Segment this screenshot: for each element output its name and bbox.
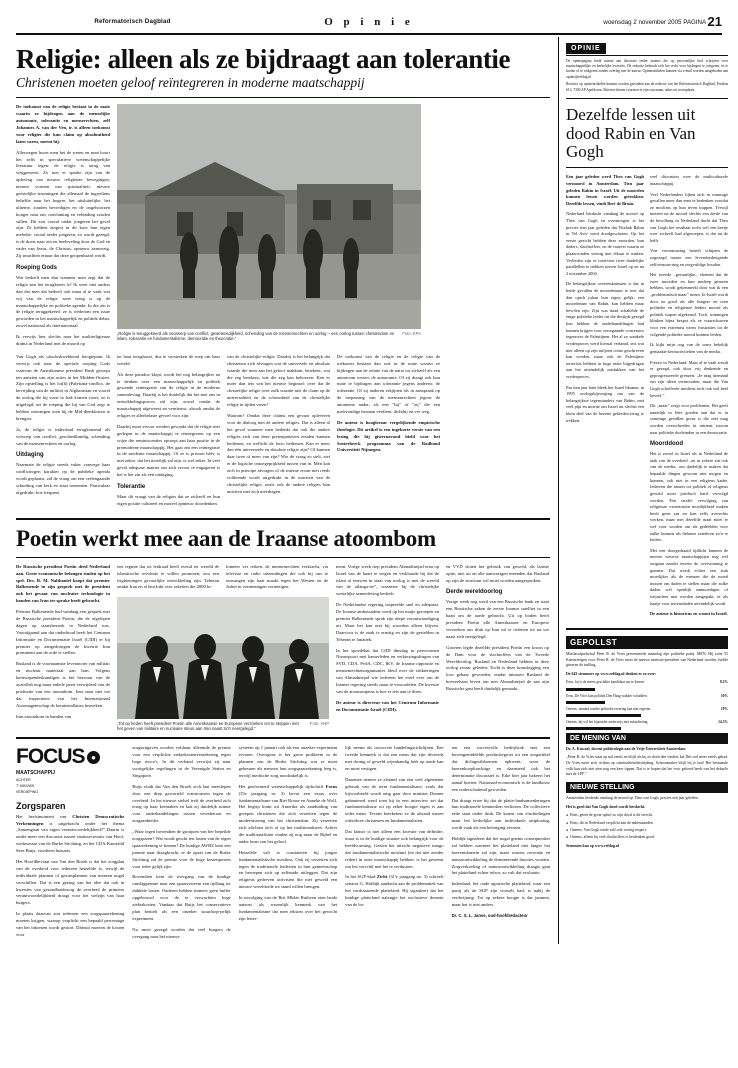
- paragraph: Naarmate de religie steeds vaker vanwege haar conflictrogen karakter op de publieke agenda wordt geplaatst, zal de vraag om een verlengaande schuiding van kerk en staat toenemen. Particulaar afgedrukt: hoe frequent: [16, 462, 110, 495]
- paragraph: lijk neemt als oncocrete handelingsrichtlijnen. Een tweede kenmerk is dat een mens dat zijn decreeds met dwang of geweld wijenhandig héér op aarde kan en moet vestigen.: [345, 745, 444, 771]
- story1-col-4: [227, 354, 330, 512]
- opinie-info-text-2: Reacties op opinieartikelen kunnen worden gezonden aan de redactie van het Reformatorisch Dagblad, Postbus 613, 7300 AP Apeldoorn. Brieven dienen voorzien te zijn van naam, adres en woonplaats.: [566, 82, 728, 92]
- paragraph: Allerwegen hoort men het de weten en men hoort het zelfs in speculatieve wetenschappelijke literatuur tegen: de religie is terug van weggeweest. Zo non er sprake zijn van de opleving van nieuwe religieuze bewegingen, nieuwe vormen van spiritualiteit, nieuwe geestelijke stromingen die allemaal de ingrediens behelfte naar het hogere, het uitsluitelijke, het ultieme, zouden bevredigen en de ongehoorzen honger naar zin, ontvlaming en vebinding zouden stillen. Dit zou vooral onder jongeren het geval zijn. Ze hebben zingest in dit koor hun eigen melodie: vooral onder jongeren, zo wordt gezegd, is de doest naar zin en beeleveling door de God en vader van Jezus, de Christus, opnieuw aanwezig. Zij smachten ernaar dat deze geopenbaard wordt.: [16, 149, 110, 259]
- paragraph: Iran atoombom in handen van: [16, 713, 72, 719]
- nieuwe-stelling-options[interactable]: [566, 813, 728, 841]
- stelling-option[interactable]: ● Eens, dit in Nederland verplicht aan de nabestaanden.: [566, 821, 728, 827]
- mening-person: Dr. A. Kuwael, docent politicologie aan de Vrije Universiteit Amsterdam: [566, 746, 686, 751]
- right-story-col-1: [566, 174, 644, 622]
- divider: [16, 97, 550, 98]
- nieuwe-stelling-statement: Het is goed dat Van Gogh dood wordt herdacht.: [566, 804, 646, 809]
- paragraph: Gisteren legde dezelfde president Poetin een kroon op de Dam voor de slachtoffers van de Tweede Wereldoorlog. Rusland en Nederland hebben in deze oorlog zwaar geleden. Tocht is deze kranslegging een loos gebaar geworden, omdat intussen Rusland de hoeveelsten levert om met Ahmadinejad de aan zijn Russische gast heeft duidelijk gemaakt.: [446, 644, 549, 692]
- focus-col-d: [345, 745, 443, 944]
- stelling-option[interactable]: ● Oneens, alleen bij veel slachtoffers is herdenken goed.: [566, 835, 728, 841]
- story1-author-note: De auteur is hoogleraar vergelijkende empirische theologie. Dit artikel is een ingekorte versie van een lezing die hij gisternavond hield voor het Soeterbeeck programma van de Radboud Universiteit Nijmegen.: [337, 419, 440, 453]
- poll-option-pct: 8.2%: [719, 680, 728, 685]
- story2-author-note: De auteur is directeur van het Centrum Informatie en Documentatie Israël (CIDI).: [336, 699, 439, 712]
- poll-option-label: Oneens, hij wil het bijzonder onderwijs met subsidiering.: [566, 719, 649, 724]
- main-column: [16, 37, 550, 944]
- mening-quote: „Peter R. de Vries staat op nul zetels en blijft als bij zo doen den vinden, kal Dtit wel meer zetels gehad. De Vries moet zich richten op criminaliteitsbestrijding. Schoonmaker blijft hij je laat! Het bestaande volk kan zich niet zien nog een keer tippen. Dat is te hopen dat het voor geloerd heeft van het debacle met de LPF.”: [566, 755, 728, 777]
- paragraph: Daarbij moet ervoor worden gewaakt dat de religie niet gedegen in de maatschappij te reintegreren op een wijze die reminiscenties oproept aan haar positie in de premoderne maatschappij. Het gaat om een reintegratie in de moderne maatschappij. Of ze is prisoon héér, is niet zeker: dat het moeilijk zal zijn, is wel zeker. In veel geval adequate manier om zich ervoor te engageren is het is het zin als een uitdaging.: [117, 423, 220, 478]
- paragraph: Vorige week nog werd van een Russische bank en staat een Russische zaken de eerste Iraanse satelliet in een baan om de aarde gebracht. Uit op boden heeft president Poetin alle Amerikaanse en Europese verzoeken om druk op Iran uit te oefenen tot nu toe naast zich neergelegd.: [446, 599, 549, 639]
- right-column: [558, 37, 728, 944]
- paragraph: ment. Vorige week riep president Ahmadinejad erna op Israel van de kaart te wegen en verklaarde hij dat de islam al eeuwen in staat van oorlog is met de wereld van de atlanga-tie”, waarmee hij de christelijke westelijke samenleving bedoelt.: [336, 563, 439, 597]
- focus-col-e: [452, 745, 550, 944]
- gepollst-intro: Minilasafparlschal Peter R. de Vries presenteerde maandag zijn politieke partij. MEN: Hij zicht 55 Kamerzetgen voor. Peter R. de Vries moet de nieuwe minister-president van Nederland worden, luidde gisteren de stelling.: [566, 651, 728, 668]
- paragraph: De toekomst van de religie en de religie van de toekomst bestaan dan ook in de mate waarin ze bijdragen aan de relatie van de natio tot zichzelf als een autonoom wezen: de autonomie. Of zij draagt ook hun mate te bijdragen aan tolerantie jegens anderen: de tolerantie. Of zij anderen erkjijnen als in aanspraak op de toepassing van de mensenrechten jegens de anonieme ander, als een "hij" of "zij" die een metrvoudige bestaan verdient, dichtbij en ver weg.: [337, 353, 440, 414]
- right-story-lead: Een jaar geleden werd Theo van Gogh vermoord in Amsterdam. Tien jaar geleden Rabin in Israël. Uit de moorden kunnen lessen worden getrokken. Dezelfde lessen, vindt Bert de Bruin.: [566, 174, 644, 206]
- masthead-page-number: 21: [707, 14, 722, 29]
- story2-body: [16, 564, 550, 732]
- poll-bar: [566, 701, 605, 704]
- divider: [566, 167, 728, 168]
- story1-subhead-roeping: Roeping Gods: [16, 264, 57, 271]
- paragraph: In plaats daarvan zou iedereen een zorgspaarrekening moeten krijgen, waarop verplicht een bepaald percentage van het inkomen wordt gestort. Dááruit moeten de kosten voor: [16, 911, 125, 937]
- focus-subbrand-label: MAATSCHAPPIJ: [16, 770, 56, 777]
- paragraph: De Nederlandse regering inspreelde snel en adequaat. De Iraanse ambassadeur werd op het matje geroepen en premier Balkenende sprak zijn diepe verontwaardiging uit. Maar het kan niet bij woorden alleen blijven. Daarvoor is de zaak te ernstig en zijn de gestelden in Teheran te fanatiek.: [336, 602, 439, 642]
- poll-option-label: Eens, De Vries kan politiek Den Haag wakker schudden.: [566, 693, 648, 698]
- opinie-info-box: [566, 55, 728, 99]
- paragraph: ren een succesvolle bedrijfstak met een bovengemiddelde productiegroei tot een zorgartikel dat dichtgestbloemen opkwent, waar de boerenkoopkrachtige en daarmeed ook het determinatie discussief is. Etke hier jaar hakeert het aantal boeren. Nationaal-economisch is de landbouw een onderschattend geworden.: [451, 745, 551, 792]
- page-grid: [16, 37, 728, 944]
- stelling-option[interactable]: ● Eens, geten de grote opbof zo zijn dood is dit terecht.: [566, 813, 728, 819]
- story2-headline: Poetin werkt mee aan de Iraanse atoombom: [16, 525, 436, 551]
- story1-photo-block: [117, 104, 421, 352]
- paragraph: Holdijk signaleert dat het nogal gnems consequenties zal hebben wanneer het platteland niet langer het boerenidomein zal zijn, maar wonen, recreatie en natuurontwikkeling de dominerende functies worden. Zorgverkoeling of natuurontwikkeling draagts gaat het platteland echter telsor, zo valt dat evoluatie.: [451, 836, 551, 876]
- paragraph: Maar dit vraagt van de religies dat ze zichzelf en hun eigen positie cultureel en moreel opnieuw doordenken.: [117, 493, 220, 506]
- poll-option: [566, 694, 728, 699]
- paragraph: Ja, de religie is inderdaad terugkomend als vorwerp van conflict, geschiedkundig, schending van de mensenrechten en oorlog.: [16, 426, 110, 446]
- poll-option-pct: 10%: [720, 693, 728, 698]
- poll-bar: [566, 714, 641, 717]
- focus-subbrand: [16, 770, 124, 794]
- story2-subhead-derde-wereldoorlog: Derde wereldoorlog: [446, 589, 503, 596]
- caption-credit: Foto: EPA: [402, 331, 421, 337]
- story1-subhead: Christenen moeten geloof reïntegreren in moderne maatschappij: [16, 75, 365, 91]
- story1-col-5: [337, 354, 440, 512]
- story1-lead: De toekomst van de religie bestaat in de mate waarin ze bijdragen aan de menselijke autonomie, tolerantie en menserechten, zelf Johannes A. van der Ven, ir. is alleen toekomst voor religies die kun claim op absoluutheid laten varen, meent hij.: [16, 104, 110, 144]
- paragraph: Ik verwijs hier slechts naar het multireligieuze drama in Nederland met de moord op: [16, 334, 110, 346]
- story1-photo-caption: [117, 329, 421, 341]
- poll-option-label: Oneens, iemand zonder politieke ervaring kan niet regeren.: [566, 706, 652, 711]
- story1-body: [16, 104, 550, 352]
- paragraph: Het Hoofdbevraat van Van den Broek is dat het zorgplan van de overheid voor iedereen hetzelfde is, terwijl de individuale plannen of gezinsplannen van mensen nogal verschillen. Dat is een gezing van het idee dat ook in kwesties van gezondheidszorg de overheid de primaire verantwoordelijkheid draagt voor het welzijn van haar burgers.: [16, 859, 125, 906]
- story2-col-3: [226, 564, 328, 596]
- poll-option-pct: 14.5%: [718, 719, 728, 724]
- paragraph: veel discussies over de multiculturele maatschappij.: [650, 174, 728, 186]
- story2-col-5: [446, 564, 549, 732]
- poll-option: [566, 707, 728, 712]
- paragraph: Ik kijkt mijn oog van de soms hekelijk gemaakte kernactiviteiten van de media.: [650, 342, 728, 354]
- photo-illustration: [117, 597, 329, 719]
- paragraph: Als deze paradox klopt, wordt het nog belangrijker na te denken over een maatschappelijk en politiek gewande reintegratie van de religie in de moderne samenleving. Daarbij is het duidelijk dat het met ons in ontwikkelingsproces zal zijn, zowel omdat de maatschappij afgeweest en vernieuwt, alsook omdat de religies er allerbelaste gevoel voor zijn.: [117, 371, 220, 418]
- masthead-date: woensdag 2 november 2005: [603, 19, 682, 26]
- paragraph: Vorr verontrusting betreft schijnen de zogezegd tussen een levensbedreigende zelfcensuur-ring en zorgvuldige houden.: [650, 248, 728, 267]
- story1-subhead-uitdaging: Uitdaging: [16, 452, 44, 459]
- paragraph: Freezo in Nederland. Maar al te vaak wordt er gezegd, ook door vrij denkende en geprogresseerde grenzen: „Je mag niemand om zijn ideen vermoorden, maar die Van Gogh schofferde moslims toch ook wel heel heveel.”: [650, 359, 728, 398]
- divider: [566, 628, 728, 630]
- paragraph: Hetzelfde valt te constateren bij jongse fundamentalistische moslims. Ook zij verzetten zich tegen de traditionele leidesten in hun gemeenschap en beroepen zich op zelfmade uitleggen. Dat zijn religieus gedreven activisten die met geweld een nieuwe wereldorde tot stand willen brengen.: [238, 849, 338, 890]
- story1-headline: Religie: alleen als ze bijdraagt aan tolerantie: [16, 44, 511, 74]
- paragraph: en VVD sloten het gebruik van geweld, als laatste optie, niet uit en alle aanwezigen meenden dat Rusland op zijn de structuur wil moet worden aangesproken.: [446, 563, 549, 583]
- paragraph: Het tweede –gevaarlijke– element dat de twee moorden en hun nasleep gemeen hebben, wordt gekenmerkt door wat ik een „problematisch maar” noem. In Israël wordt door zo goed als alle burgers en toen politieke en religieuze leiders moord als politiek wapen afgekeurd. Toch, sommigen klinken bijna bespot als ze waarschuwen voor een extremist wiens frustraties tot de volgende politieke moord kunnen leiden.: [650, 272, 728, 337]
- nieuwe-stelling-intro: Amsterdam herdenkt vandaag de moord op Theo van Gogh, precies een jaar geleden.: [566, 795, 699, 800]
- focus-col-a: [16, 814, 124, 939]
- caption-text: „Tot op heden heeft president Poetin alle Amerikaanse en Europese verzoeken om te stoppen met het geven van militaire en nucleaire steun aan Iran naast zich neergelegd.”: [117, 721, 299, 732]
- paragraph: Wat bedoelt men dan wanneer men zegt dat de religie aan het terugkeren is? Ik weet niet anders dan dat men dat bedoelt ook maar al te vaak wat wij van de religie weer terug is op de maatschappelijke en politieke agenda. In die zin is de religie teruggekeerd: ze is wederom een issue geworden in het maatschappelijk en politiek debat, zowel nationaal als internationaal.: [16, 274, 110, 329]
- story2-col-1: [16, 564, 110, 732]
- story2-lead: De Russische president Poetin deed Nederland aan. Grote economische belangen sinden op het spel. Drs. R. M. Nalthaniel koopt dat premier Balkenende in zijn gesprek met de president ook het gevaar van nucleaire technologie in handen van Iran ter sprake heeft gebracht.: [16, 563, 110, 604]
- paragraph: een regime dat tot leidraad heeft overal ter wereld de islamitische revolutie te willen promoten, zou een frighteningen gevaarlijke ontwikkeling zijn. Teheran omdat Iran en al beschikt over raketten die 2000 ki-: [117, 563, 219, 590]
- right-story-col-2: [650, 174, 728, 622]
- paragraph: Het herfstmoment van Christen Democratische Verkenningen is uitgebracht onder het thema „Samengaan van eigen verantwoordelijkheid?” Daarin is onder meer een discussie tussen staatssecretaris van Hoof, weduwnaar van de Burke Stichting, en het CDA-Kamerlid Sees Buijs, voorheen huisarts.: [16, 813, 125, 854]
- story1-photo: [117, 104, 421, 329]
- paragraph: Van Gogh als uitschrikwekkend hoogtepunt. Ik verwijs ook naar de speciale roeping Gods waarvan de Amerikaanse president Bush geroept ten aanzien van zijn acties in het Midden-Oosten. Zijn opstelling is het lot(h) (Palestina-conflict, de bevrijding van de militia) in Afghanistan en vooral de oorlog die hij voert in Irak komen voort, zo is uitgelegd, uit de roeping die hij van God zegt te hebben ontvangen toen hij de Mid-dienklosten te brengen.: [16, 353, 110, 421]
- caption-credit: Foto: ANP: [309, 721, 329, 727]
- poll-option: [566, 680, 728, 685]
- poll-results: [566, 680, 728, 729]
- opinie-tab: OPINIE: [566, 43, 606, 54]
- paragraph: In het SGP-blad Zicht (31'e jaargang no. 3) schreeft senator G. Holdijk aandacht aan de problematiek van het verdraaizende platteland. Hij signaleert dat het huidige platteland nalangje het exclusieve domein van de bo-: [345, 874, 444, 908]
- divider: [16, 518, 550, 520]
- story1-subhead-tolerantie: Tolerantie: [117, 483, 146, 490]
- paragraph: Buijs vindt dat Van den Broek zich laat meeslepen door een diep geworteld wantrouwen tegen de overheid. In het nieuwe stelsel treft de overheid zich terug op haar kerntaken en laat zij duidelijk ruimte voor onderhandelingen tussen verzekeraar en zorgaanbieder.: [132, 783, 231, 824]
- paragraph: Veel Nederlanders lijken zich in sommige gevallen meer dan eens te bedenken voordat ze moslims op hun teven trappen. Terwijl meteen na de moord slechts een derde van de bevolking in Nederland dacht dat Theo van Gogh het resultaat tocht wel een beetje over zichzelf had afgeroepen, is dat nu de helft.: [650, 191, 728, 243]
- poll-option-pct: 19%: [720, 706, 728, 711]
- paragraph: „Waar tegen bovendien de gronjoen van her bepeilde zorgsparen? Wat wordt gescht ten lasten van de eigen spaarrekening te komen? De huidige AWBZ kent een premie naar draagkracht, er de opzet van de Burke Stichting zal de premie voor de hoge kostenposten voor ieder gelijk zijn.: [132, 829, 231, 869]
- paragraph: Dat draagt ertoe bij dat de platte-landsamenleringen hun traditionele kenmerken verliezen. De collectieve zede staat onder druk. De komst van vluchtelingen maar het kerkelijke aan individuele ontplooing, wordt vaak als een belonging ervaren.: [451, 797, 551, 831]
- paragraph: In het spoedebat dat CIDI dinsdag in persvormen Nieuwpoort met kamerleden en verkiezingsdrugen van SVD, CDA, PvdA, CDC, IKV, de Iraanse oppositie en mensenrechtenorganisaties bleid over de strikteringen van Ahmadinejad wie iedereen het ereel over om de Iraanse regering steeds maar te veroordelen. De kwestie van de atoomwapens is hoe er iets aan te doen.: [336, 647, 439, 694]
- focus-subbrand-lines: ACHTER ’T NIEUWS VERDIEPING: [16, 777, 39, 794]
- paragraph: Nu moet gezegd worden dat veel burgers de overgang naar het nieuwe: [132, 926, 231, 939]
- story2-col-2: [117, 564, 219, 596]
- story2-top-columns: [117, 564, 329, 596]
- stemmen-link[interactable]: Stemmen kan op www.refdag.nl: [566, 844, 619, 849]
- paragraph: Daarmee nemen ze afstand van een veel algemener gebruik van de term fundamentalisme, zoals dat bijvoorbeeld wordt omg gaar door minister Donner gehanteerd werd toen hij in een interview zei dat fundamentalisme tot op zeker hoogte eigen is aan ieder mens. Tevens betekenen ze de afstand tussen orthodoxe christenen en fundamentalisten.: [345, 776, 444, 824]
- paragraph: Waarom? Omdat deze claims een gevaar opleveren voor de dialoog met de andere religies. Dat is alleen al het geval wanneer men bedenkt dat ook die andere religies zich van deze pretenpatieven zouden kunnen bedienen, en wellicht de facto bedienen. Kan er meer dan één universeele en absolute religie zijn? Of kunnen daar twee of meer van zijn? Wie de vraag zo stelt, ziet er de logische ontoegeprijkheid tussen van in. Men kan zich in principe afvragen of de interne ervan niet reeds voldoende wordt uitgedrukt in de uniciteit van de christelijke religie, zoals ook de andere religies hún uniciteit met zich meedragen.: [227, 412, 330, 494]
- poll-option: [566, 720, 728, 725]
- focus-col-c: [239, 745, 337, 944]
- paragraph: Met een doorgedraaid tijdlicht kunnen de meeste weterse maatschappijen nog wel omgaan zonder terreur de overwinning te gunnen. Dat wordt echter een stuk moeilijker als de mensen die de moed missen om daden te stellen maar die zulke daden wel openlijk aanmoedigen of toejuichen niet worden aangepakt, of als haatje voor terreurdaden uiteindelijk wordt.: [650, 547, 728, 606]
- story2-col-4: [336, 564, 439, 732]
- paragraph: In navolging van de Brit Mkkie Ruthven zien beide auteurs als wezenlijk kenmerk van het fundamentalisme dat men teksten over het gewicht zijn letter-: [238, 895, 338, 921]
- paragraph: Het geoformerd wetenschappelijk tijdschrift Focus (3'le jaargang nr. 3) bevat een essay over fundamentalisme van Riet Rouse en Anneke de Wolf. Het begrip komt uit Amerika als aanduiding van groepen christenen die zich verzetten tegen de modernisering van het christendom. Zij verzetten zich afichten zich af op het traditionalisten. Achter die traditionalisten vinden zij nog maar de Bijbel en ander bron van het geloof.: [238, 783, 338, 844]
- divider: [16, 557, 550, 558]
- focus-author-signature: Dr. C. S. L. Janse, oud-hoofdredacteur: [451, 912, 528, 918]
- focus-section: [16, 745, 550, 944]
- paragraph: Dit „maar” zorgt voor problemen. Het geeft namelijk in feite goeden aan dat er in sommige gevallen grens is die niet mag worden overschreden in intranst stroom naar politieke doeleinden in een democratie.: [650, 403, 728, 435]
- paragraph: Premier Balkenende had vandaag een gesprek met de Russische president Poetin, die de afgelopen dagen op staatsbezoek in Nederland was. Voorafgaand aan dat onderhoud heeft het Centrum Informatie en Documentatie Israël (CIDI) er bij premier op aangedrongen de kwestie Iran prominent aan de orde te stellen.: [16, 609, 110, 656]
- focus-circle-icon: ●: [87, 751, 100, 764]
- caption-text: „Religie is teruggekeerd als voorwerp van conflict, gewetensdijkheid, schending van de mensenrechten en oorlog – een oorlog tussen christendom en islam, tolerantie en fundamentalisme, democratie en theocratie.”: [117, 331, 395, 342]
- paragraph: zorgsuitgaven worden voldaan, alleemde de premie voor een verplichte ziektekostenverzekering tegen hoge risico's. In dit verband verwijst zij naar soortgelijke regelingen in de Verenigde Staten en Singapore.: [132, 745, 231, 778]
- story2-photo-block: [117, 564, 329, 732]
- masthead-section-title: O p i n i e: [324, 15, 414, 28]
- story1-col-spacer: [428, 104, 490, 352]
- poll-option-label: Eens, hij is de meest geschikte kandidaat om te kiezen.: [566, 680, 645, 685]
- masthead: [16, 14, 722, 35]
- story1-col-2: [16, 354, 110, 512]
- focus-logo-text: FOCUS: [16, 745, 85, 769]
- paragraph: van de christelijke religie. Daarbij is het belangrijk dat christenen zich afvragen wat de universele en absolute waarde die men aan het geloof makkent, betekent, wat die zeg betekent, wat die zeg kan behoeven. Ken er moer dan iets van het nieuwe beginsel: over dat de christelijke religie over zulk waarde niet de claim op de universaliteit en de schoonheid van de christelijke religie in tijden varen?: [227, 353, 330, 408]
- masthead-page-label: PAGINA: [683, 19, 706, 26]
- stelling-option[interactable]: ● Oneens, Van Gogh tonde zelf ook weinig respect.: [566, 828, 728, 834]
- focus-logo: [16, 745, 124, 769]
- gepollst-bar: GEPOLLST: [566, 636, 728, 649]
- story1-col-1: [16, 104, 110, 352]
- paragraph: Het is zowel in Israel als in Nederland de taak van de overheid –en in zekere zin ook van de media– om duidelijk te maken dat bepaalde dingen gewoon niet mogen en kunnen, ook niet in een religieus kader. Iedereen die aanzet tot politiek of religieus geweld moet juridisch hard vervolgd worden. Een straffe vervolging van religieuze extremisten moeilijkheid maken heeft geen zin en kan zelfs averechts werken, maar met dezelfde maat moet er wel voor worden om als gedeelden voor zulke kunnen als dehasse zonderen zo'n er leiden.: [650, 451, 728, 543]
- story2-photo: [117, 597, 329, 719]
- focus-col-b: [132, 745, 230, 944]
- right-story-body: [566, 174, 728, 622]
- focus-branding: [16, 745, 124, 944]
- paragraph: De belangrijkste overeenkomsten is dat in beide gevallen de moordenaars te roer dat den opich julian hun eigen gelijk: een moordenaar van Rabin, kan hebben maar bevolen zijn. Zijn was daad schakelde de enige politieke leider uit die destijds gezegd kon hebben de onderhandelingen had kunnen krijgen voor verregaande concessies tegenover de Palestijnen. Het al zo wankele vredesproces werd hierual verlamd, iets wat niet alleen op zijn miljoen conto geschreven kan worden, maar ook de Palestijnse terrorists hebben in hoge mate bijgedragen aan het uiteindelijk mislukken van het vredesproces.: [566, 281, 644, 379]
- paragraph: Dat laatste is niet alleen een kwestie van definitie, maar is in de huidige situatie ook belangrijk voor de beeldvorming. Gezien het uitzicht negatieve imago dat fundamentalistische moslims (en dat niet zonder reden) in onze maatschappij hebben, is het gewenst om het verschil met het te verduuren.: [345, 829, 444, 869]
- mening-bar: DE MENING VAN: [566, 733, 728, 744]
- poll-bar: [566, 727, 621, 730]
- paragraph: ter haar terughoort, dus te versterken de roep om haar wereld.: [117, 353, 220, 366]
- paragraph: Inderdaad, het oude agrarische platteland, waar een partij als de SGP zijn worsels had, is nabij de verdwijning. Tot op zekere hoogte is dat jammer, maar het is niet anders.: [451, 881, 551, 908]
- paragraph: systeem op 1 januari ook als een onzeker experiment ervaren. Overigens is het grote probleem in de plannen van de Burke Stichting wat er moet gebeuren als mensen hun zorgspaarrekening leeg is, terwijl medische zorg noodzakelijk is.: [238, 745, 338, 778]
- story1-col-3: [117, 354, 220, 512]
- gepollst-result-intro: De 643 stemmers op www.refdag.nl denken er zo over:: [566, 671, 657, 676]
- paragraph: lometer ver reiken, de mensenrechten verkracht, via televisie en radio uitzendingen die ook bij ons te ontvangen zijn haat maakt tegen het Westen en de Joden in vermeningen vernietigen.: [226, 563, 328, 590]
- right-story-author-note: De auteur is historicus en woont in Israël.: [650, 611, 728, 617]
- opinie-info-text-1: De opiniepagina biedt ruimte aan discussie onder auteurs die op persoonlijke titel schrijven over maatschappelijke en kerkelijke kwesties. De redactie behoudt zich het recht voor bijdragen te weigeren, in te korten of te redigeren zonder overleg met de auteur. Opinieartikelen kunnen via e-mail worden aangeboden aan opinie@refdag.nl: [566, 59, 728, 79]
- paragraph: Pas tien jaar later bleek het Israel bkamer, in 1995 oorlogsbijvoeging om van de belangrijkste tegenstanders van Rabin, met veel pijn en moeite om Israel uit slechts een klein deel van de bezette gebieden terug te trekken.: [566, 384, 644, 423]
- poll-bar: [566, 688, 595, 691]
- paragraph: Nederland herdacht vandaag de moord op Theo van Gogh en overmorgen is het precies tien jaar geleden dat Yitzhak Rabin in Tel Aviv werd doodgeschoten. Op het eerste gezicht hebben deze moorden, hun daders, slachtoffers, en de context waarin ze plaatsvonden weinig met elkaar te maken. Verleiden zijn er toen-tens twee duidelijke parallellen te trekken tussen Israel op en na 2 november 2004.: [566, 211, 644, 276]
- nieuwe-stelling-bar: NIEUWE STELLING: [566, 782, 728, 793]
- paragraph: Rusland is de voornaamste leverancier van militair en nucleair materiaal aan Iran. Volgens kernwapendeskundigen is het bezwaar van de ayatollah nog maar enkele jaren verwijderd van de productie van een atoombom. Iran staat niet toe dat inspecteurs van het Internationaal Atoomagentschap de kerninstallaties bezoeken.: [16, 661, 110, 708]
- right-story-subhead: Moorddood: [650, 441, 683, 448]
- masthead-publication: Reformatorisch Dagblad: [94, 18, 171, 25]
- photo-illustration: [117, 104, 421, 329]
- right-story-headline: Dezelfde lessen uit dood Rabin en Van Gogh: [566, 105, 696, 161]
- focus-article-title: Zorgsparen: [16, 800, 66, 811]
- story1-lower-columns: [16, 354, 550, 512]
- paragraph: Bovendien kent de overgang van de huidige omslagpremie naar een spaarsysteem een tijdlang tot dubbele lasten. Ouderen hebben immers geen buffer opgebouwd voor de te verwachten hoge ziektekosten. Vandaar dat Buijs het conservatieve plan betitelt als een onzeker stuurloop-pelijk experiment.: [132, 874, 231, 921]
- story2-photo-caption: [117, 719, 329, 731]
- masthead-date-page: [489, 14, 722, 29]
- divider: [16, 737, 550, 739]
